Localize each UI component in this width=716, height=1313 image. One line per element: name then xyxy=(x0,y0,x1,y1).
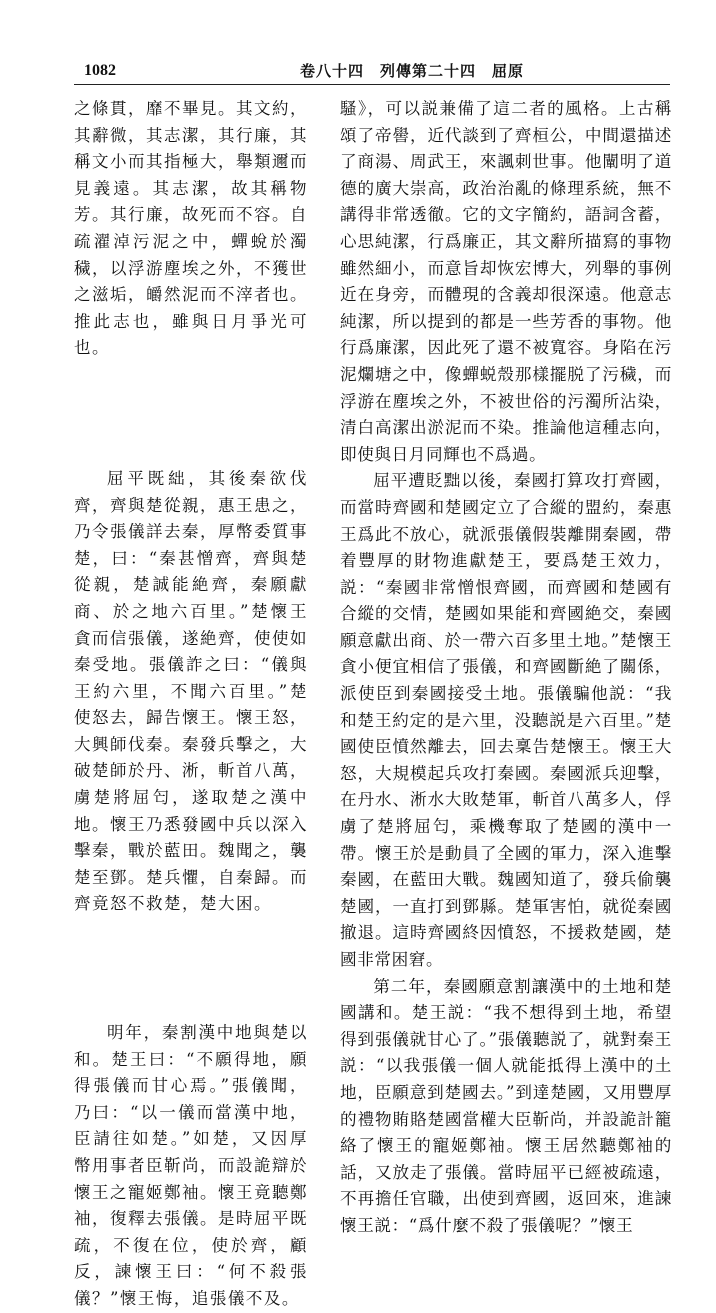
original-paragraph-2: 屈平既絀，其後秦欲伐齊，齊與楚從親，惠王患之，乃令張儀詳去秦，厚幣委質事楚，曰：“秦甚憎齊，齊與楚從親，楚誠能絶齊，秦願獻商、於之地六百里。”楚懷王貪而信張儀，遂絶齊，使使如秦受地。張儀詐之曰：“儀與王約六里，不聞六百里。”楚使怒去，歸告懷王。懷王怒，大興師伐秦。秦發兵擊之，大破楚師於丹、淅，斬首八萬，虜楚將屈匄，遂取楚之漢中地。懷王乃悉發國中兵以深入擊秦，戰於藍田。魏聞之，襲楚至鄧。楚兵懼，自秦歸。而齊竟怒不救楚，楚大困。 xyxy=(74,468,308,914)
original-text-column xyxy=(74,96,308,1313)
translation-paragraph-2: 屈平遭貶黜以後，秦國打算攻打齊國，而當時齊國和楚國定立了合縱的盟約，秦惠王爲此不放心，就派張儀假裝離開秦國，帶着豐厚的財物進獻楚王，要爲楚王效力，説：“秦國非常憎恨齊國，而齊國和楚國有合縱的交情，楚國如果能和齊國絶交，秦國願意獻出商、於一帶六百多里土地。”楚懷王貪小便宜相信了張儀，和齊國斷絶了關係，派使臣到秦國接受土地。張儀騙他説：“我和楚王約定的是六里，没聽説是六百里。”楚國使臣憤然離去，回去稟告楚懷王。懷王大怒，大規模起兵攻打秦國。秦國派兵迎擊，在丹水、淅水大敗楚軍，斬首八萬多人，俘虜了楚將屈匄，乘機奪取了楚國的漢中一帶。懷王於是動員了全國的軍力，深入進擊秦國，在藍田大戰。魏國知道了，發兵偷襲楚國，一直打到鄧縣。楚軍害怕，就從秦國撤退。這時齊國終因憤怒，不援救楚國，楚國非常困窘。 xyxy=(340,471,672,969)
page-header xyxy=(0,0,716,90)
page-number: 1082 xyxy=(84,62,116,79)
translation-paragraph-1: 騷》，可以説兼備了這二者的風格。上古稱頌了帝嚳，近代談到了齊桓公，中間還描述了商湯、周武王，來諷刺世事。他闡明了道德的廣大崇高，政治治亂的條理系統，無不講得非常透徹。它的文字簡約，語詞含蓄，心思純潔，行爲廉正，其文辭所描寫的事物雖然細小，而意旨却恢宏博大，列舉的事例近在身旁，而體現的含義却很深遠。他意志純潔，所以提到的都是一些芳香的事物。他行爲廉潔，因此死了還不被寬容。身陷在污泥爛塘之中，像蟬蜕殼那樣擺脱了污穢，而浮游在塵埃之外，不被世俗的污濁所沾染，清白高潔出淤泥而不染。推論他這種志向，即使與日月同輝也不爲過。 xyxy=(340,99,672,464)
translation-paragraph-3: 第二年，秦國願意割讓漢中的土地和楚國講和。楚王説：“我不想得到土地，希望得到張儀就甘心了。”張儀聽説了，就對秦王説：“以我張儀一個人就能抵得上漢中的土地，臣願意到楚國去。”到達楚國，又用豐厚的禮物賄賂楚國當權大臣靳尚，并設詭計籠絡了懷王的寵姬鄭袖。懷王居然聽鄭袖的話，又放走了張儀。當時屈平已經被疏遠，不再擔任官職，出使到齊國，返回來，進諫懷王説：“爲什麼不殺了張儀呢？”懷王 xyxy=(340,976,672,1235)
header-rule xyxy=(74,84,670,85)
paragraph-gap xyxy=(74,362,308,466)
original-paragraph-1: 之條貫，靡不畢見。其文約，其辭微，其志潔，其行廉，其稱文小而其指極大，舉類邇而見義遠。其志潔，故其稱物芳。其行廉，故死而不容。自疏濯淖污泥之中，蟬蛻於濁穢，以浮游塵埃之外，不獲世之滋垢，皭然泥而不滓者也。推此志也，雖與日月爭光可也。 xyxy=(74,99,308,358)
running-title: 卷八十四 列傳第二十四 屈原 xyxy=(300,62,525,80)
original-paragraph-3: 明年，秦割漢中地與楚以和。楚王曰：“不願得地，願得張儀而甘心焉。”張儀聞，乃曰：“以一儀而當漢中地，臣請往如楚。”如楚，又因厚幣用事者臣靳尚，而設詭辯於懷王之寵姬鄭袖。懷王竟聽鄭袖，復釋去張儀。是時屈平既疏，不復在位，使於齊，顧反，諫懷王曰：“何不殺張儀？”懷王悔，追張儀不及。 xyxy=(74,1023,308,1308)
translation-column xyxy=(340,96,672,1240)
paragraph-gap xyxy=(74,918,308,1020)
